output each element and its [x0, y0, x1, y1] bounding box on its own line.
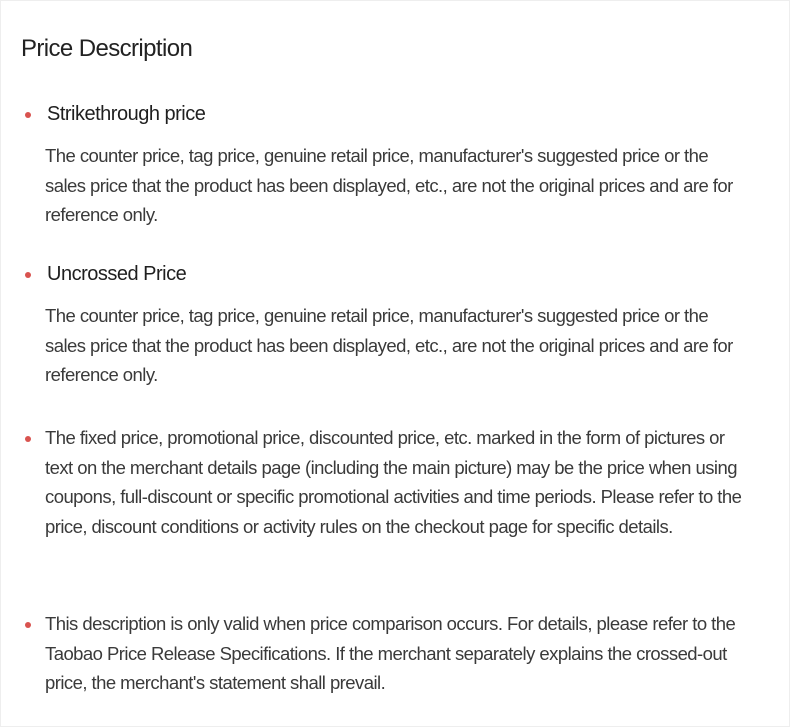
bullet-dot-icon: [25, 272, 31, 278]
bullet-dot-icon: [25, 112, 31, 118]
item-heading: Uncrossed Price: [47, 263, 187, 285]
page-title: Price Description: [21, 35, 193, 62]
bullet-dot-icon: [25, 436, 31, 442]
item-description: The counter price, tag price, genuine retail price, manufacturer's suggested price or the sales price that the product has been displayed, etc., are not the original prices and are for reference only.: [45, 305, 733, 386]
item-description: The counter price, tag price, genuine retail price, manufacturer's suggested price or the sales price that the product has been displayed, etc., are not the original prices and are for reference only.: [45, 145, 733, 226]
bullet-dot-icon: [25, 622, 31, 628]
item-description: This description is only valid when price comparison occurs. For details, please refer to the Taobao Price Release Specifications. If the merchant separately explains the crossed-out price, the merchant's statement shall prevail.: [45, 613, 736, 694]
item-heading: Strikethrough price: [47, 103, 206, 125]
item-description: The fixed price, promotional price, discounted price, etc. marked in the form of pictures or text on the merchant details page (including the main picture) may be the price when using coupons, full-discount or specific promotional activities and time periods. Please refer to the price, discount conditions or activity rules on the checkout page for specific details.: [45, 427, 742, 538]
